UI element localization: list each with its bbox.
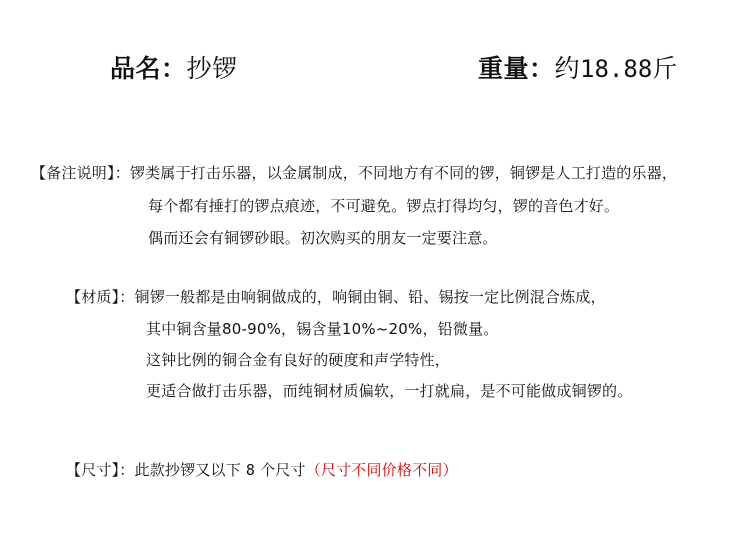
size-paren-close: ） — [442, 461, 458, 479]
size-text-b: 个尺寸 — [260, 461, 306, 479]
size-count: 8 — [245, 461, 256, 479]
material-label: 【材质】： — [66, 288, 135, 306]
size-label: 【尺寸】： — [66, 461, 135, 479]
material-line-2: 其中铜含量80-90%，锡含量10%~20%，铅微量。 — [146, 320, 499, 338]
size-text-a: 此款抄锣又以下 — [134, 461, 241, 479]
product-name-value: 抄锣 — [186, 54, 238, 83]
material-line-4: 更适合做打击乐器，而纯铜材质偏软，一打就扁，是不可能做成铜锣的。 — [146, 382, 633, 400]
size-highlight: 尺寸不同价格不同 — [320, 461, 443, 479]
product-weight-unit: 斤 — [652, 54, 678, 83]
material-line-1 — [66, 288, 606, 306]
material-text: 铜锣一般都是由响铜做成的，响铜由铜、铅、锡按一定比例混合炼成， — [134, 288, 606, 306]
product-weight-number: 18.88 — [580, 55, 653, 83]
notes-text: 锣类属于打击乐器，以金属制成，不同地方有不同的锣，铜锣是人工打造的乐器， — [129, 164, 678, 182]
size-line — [66, 461, 458, 479]
notes-line-2: 每个都有捶打的锣点痕迹，不可避免。锣点打得均匀，锣的音色才好。 — [148, 197, 620, 215]
product-name — [110, 54, 238, 84]
product-weight-label: 重量： — [478, 54, 555, 83]
product-weight-prefix: 约 — [554, 54, 581, 83]
material-line-3: 这钟比例的铜合金有良好的硬度和声学特性， — [146, 351, 451, 369]
product-weight — [478, 54, 678, 84]
product-name-label: 品名： — [110, 54, 187, 83]
size-paren-open: （ — [305, 461, 321, 479]
notes-line-1 — [31, 164, 677, 182]
notes-line-3: 偶而还会有铜锣砂眼。初次购买的朋友一定要注意。 — [148, 229, 498, 247]
notes-label: 【备注说明】： — [31, 164, 130, 182]
